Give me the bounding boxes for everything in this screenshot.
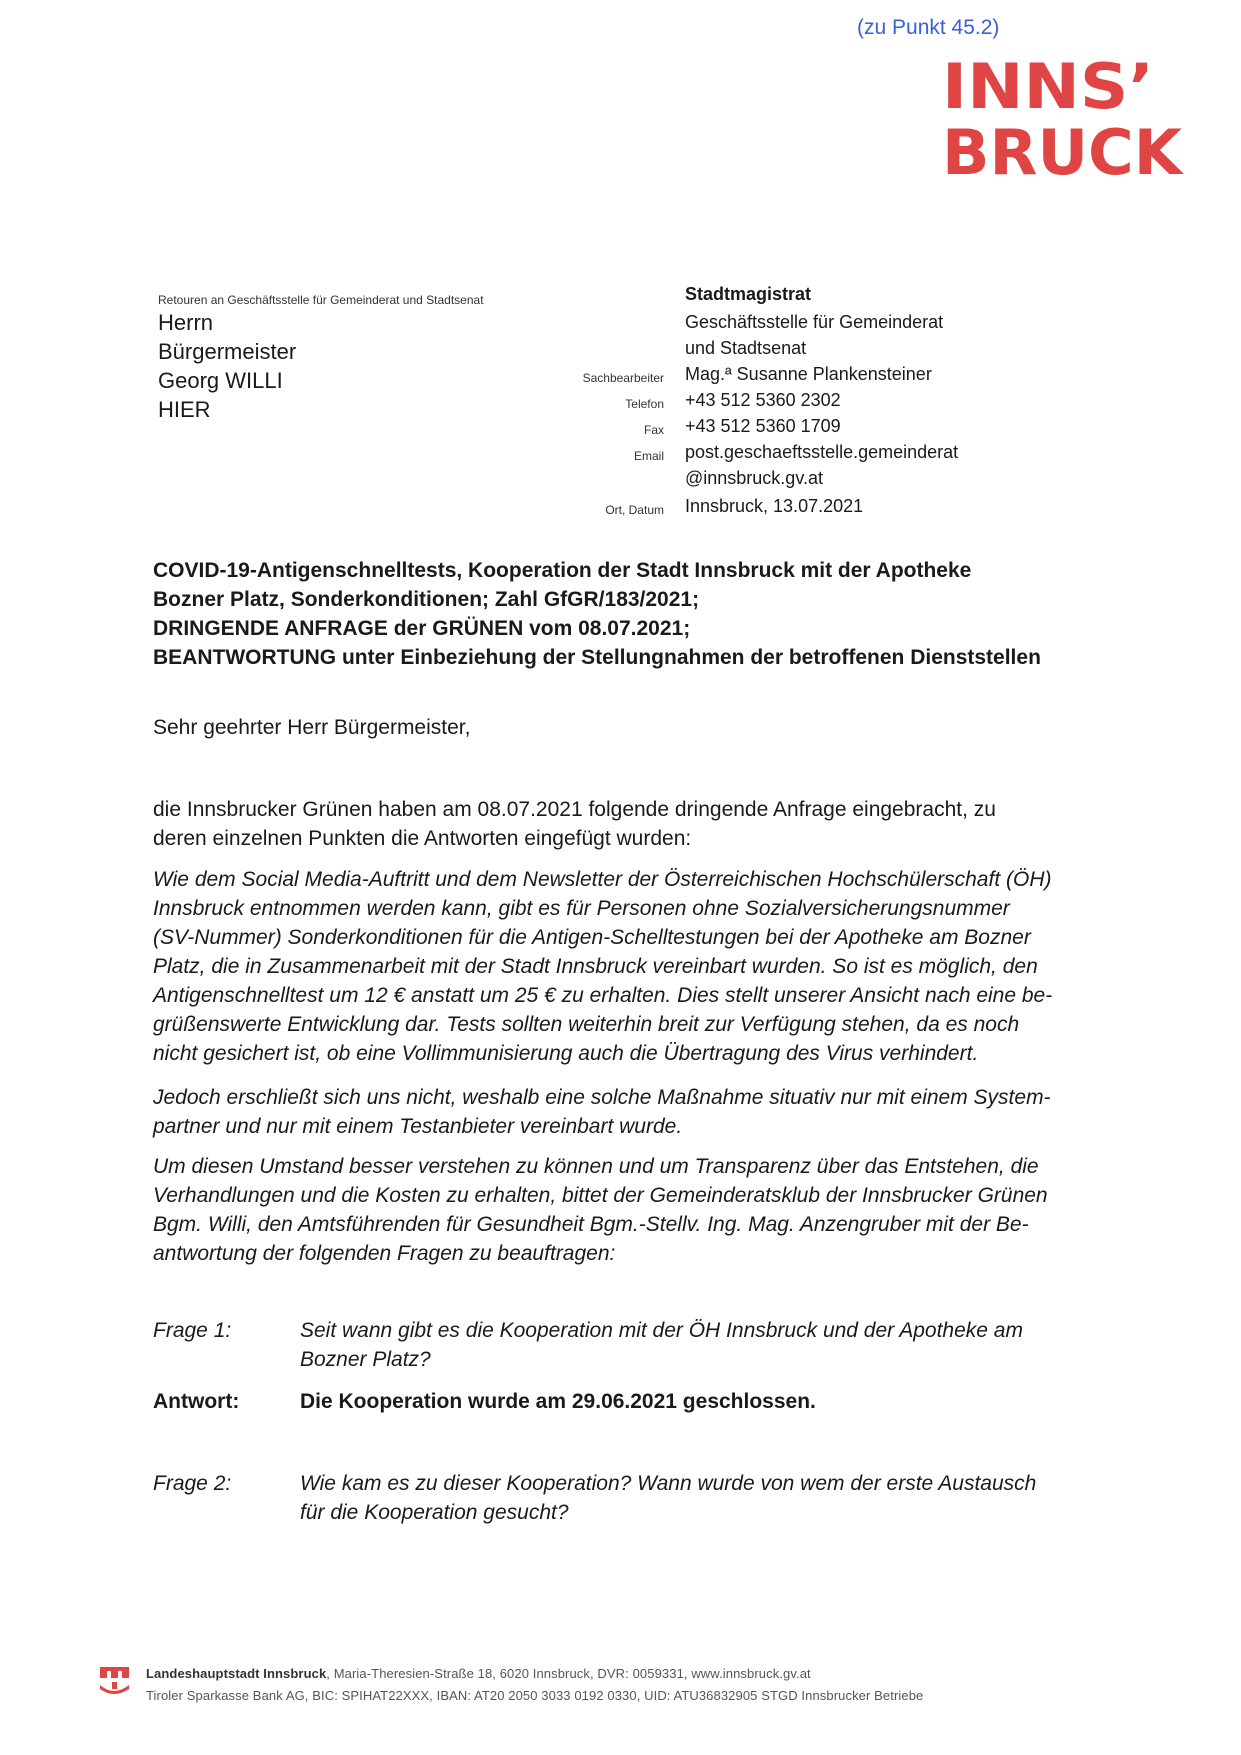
- recipient-line: HIER: [158, 397, 211, 422]
- reference-note: (zu Punkt 45.2): [857, 16, 1000, 39]
- footer-address-line: [146, 1666, 811, 1681]
- answer-1-label: Antwort:: [153, 1390, 240, 1413]
- question-1-text: [300, 1316, 1130, 1374]
- sender-title: Stadtmagistrat: [685, 284, 812, 304]
- request-line: Um diesen Umstand besser verstehen zu können und um Transparenz über das Entstehen, die: [153, 1155, 1039, 1178]
- subject: [153, 556, 1143, 672]
- sender-department-line: Geschäftsstelle für Gemeinderat: [685, 312, 944, 332]
- clerk-name: Mag.ª Susanne Plankensteiner: [685, 364, 932, 384]
- date-label: Ort, Datum: [605, 503, 664, 517]
- request-line: Jedoch erschließt sich uns nicht, weshalb eine solche Maßnahme situativ nur mit einem System-: [153, 1086, 1051, 1109]
- sender-department-line: und Stadtsenat: [685, 338, 807, 358]
- svg-text:BRUCK: BRUCK: [942, 116, 1184, 180]
- salutation: Sehr geehrter Herr Bürgermeister,: [153, 716, 471, 739]
- footer-bank-line: Tiroler Sparkasse Bank AG, BIC: SPIHAT22XXX, IBAN: AT20 2050 3033 0192 0330, UID: ATU36832905 STGD Innsbrucker Betriebe: [146, 1688, 924, 1703]
- question-1-label: Frage 1:: [153, 1319, 232, 1342]
- intro-line: die Innsbrucker Grünen haben am 08.07.2021 folgende dringende Anfrage eingebracht, zu: [153, 798, 996, 821]
- return-address-note: Retouren an Geschäftsstelle für Gemeinderat und Stadtsenat: [158, 293, 484, 307]
- phone-number: +43 512 5360 2302: [685, 390, 841, 410]
- request-line: Wie dem Social Media-Auftritt und dem Newsletter der Österreichischen Hochschülerschaft (ÖH): [153, 868, 1052, 891]
- fax-number: +43 512 5360 1709: [685, 416, 841, 436]
- request-paragraph-3: [153, 1152, 1128, 1268]
- svg-text:INNS’: INNS’: [942, 52, 1154, 123]
- request-paragraph-1: [153, 865, 1128, 1068]
- question-2-text: [300, 1469, 1130, 1527]
- request-line: Innsbruck entnommen werden kann, gibt es für Personen ohne Sozialversicherungsnummer: [153, 897, 1010, 920]
- email-address-line: @innsbruck.gv.at: [685, 468, 823, 488]
- recipient-address: [158, 308, 296, 424]
- footer-organisation: Landeshauptstadt Innsbruck: [146, 1666, 327, 1681]
- footer-address: , Maria-Theresien-Straße 18, 6020 Innsbruck, DVR: 0059331, www.innsbruck.gv.at: [326, 1666, 811, 1681]
- subject-line: COVID-19-Antigenschnelltests, Kooperation der Stadt Innsbruck mit der Apotheke: [153, 559, 972, 582]
- request-line: Platz, die in Zusammenarbeit mit der Stadt Innsbruck vereinbart wurden. So ist es möglich, den: [153, 955, 1038, 978]
- recipient-line: Georg WILLI: [158, 368, 283, 393]
- city-emblem-icon: [98, 1663, 134, 1699]
- question-line: Bozner Platz?: [300, 1348, 431, 1371]
- question-line: Wie kam es zu dieser Kooperation? Wann wurde von wem der erste Austausch: [300, 1472, 1037, 1495]
- question-line: Seit wann gibt es die Kooperation mit der ÖH Innsbruck und der Apotheke am: [300, 1319, 1023, 1342]
- subject-line: Bozner Platz, Sonderkonditionen; Zahl GfGR/183/2021;: [153, 588, 700, 611]
- request-line: (SV-Nummer) Sonderkonditionen für die Antigen-Schelltestungen bei der Apotheke am Bozner: [153, 926, 1031, 949]
- email-label: Email: [633, 449, 664, 463]
- request-line: nicht gesichert ist, ob eine Vollimmunisierung auch die Übertragung des Virus verhindert.: [153, 1042, 979, 1065]
- intro-line: deren einzelnen Punkten die Antworten eingefügt wurden:: [153, 827, 692, 850]
- recipient-line: Bürgermeister: [158, 339, 297, 364]
- request-line: Verhandlungen und die Kosten zu erhalten, bittet der Gemeinderatsklub der Innsbrucker Grünen: [153, 1184, 1048, 1207]
- email-address-line: post.geschaeftsstelle.gemeinderat: [685, 442, 959, 462]
- request-line: grüßenswerte Entwicklung dar. Tests sollten weiterhin breit zur Verfügung stehen, da es noch: [153, 1013, 1020, 1036]
- request-line: Antigenschnelltest um 12 € anstatt um 25 € zu erhalten. Dies stellt unserer Ansicht nach eine be-: [153, 984, 1053, 1007]
- fax-label: Fax: [643, 423, 664, 437]
- recipient-line: Herrn: [158, 310, 214, 335]
- intro-paragraph: [153, 795, 1128, 853]
- question-line: für die Kooperation gesucht?: [300, 1501, 569, 1524]
- request-line: antwortung der folgenden Fragen zu beauftragen:: [153, 1242, 616, 1265]
- clerk-label: Sachbearbeiter: [582, 371, 664, 385]
- subject-line: BEANTWORTUNG unter Einbeziehung der Stellungnahmen der betroffenen Dienststellen: [153, 646, 1041, 669]
- request-paragraph-2: [153, 1083, 1128, 1141]
- question-2-label: Frage 2:: [153, 1472, 232, 1495]
- subject-line: DRINGENDE ANFRAGE der GRÜNEN vom 08.07.2021;: [153, 617, 691, 640]
- phone-label: Telefon: [625, 397, 664, 411]
- place-date: Innsbruck, 13.07.2021: [685, 496, 864, 516]
- request-line: partner und nur mit einem Testanbieter vereinbart wurde.: [153, 1115, 683, 1138]
- request-line: Bgm. Willi, den Amtsführenden für Gesundheit Bgm.-Stellv. Ing. Mag. Anzengruber mit der Be-: [153, 1213, 1029, 1236]
- innsbruck-logo: [940, 52, 1190, 180]
- answer-1-text: Die Kooperation wurde am 29.06.2021 geschlossen.: [300, 1390, 816, 1413]
